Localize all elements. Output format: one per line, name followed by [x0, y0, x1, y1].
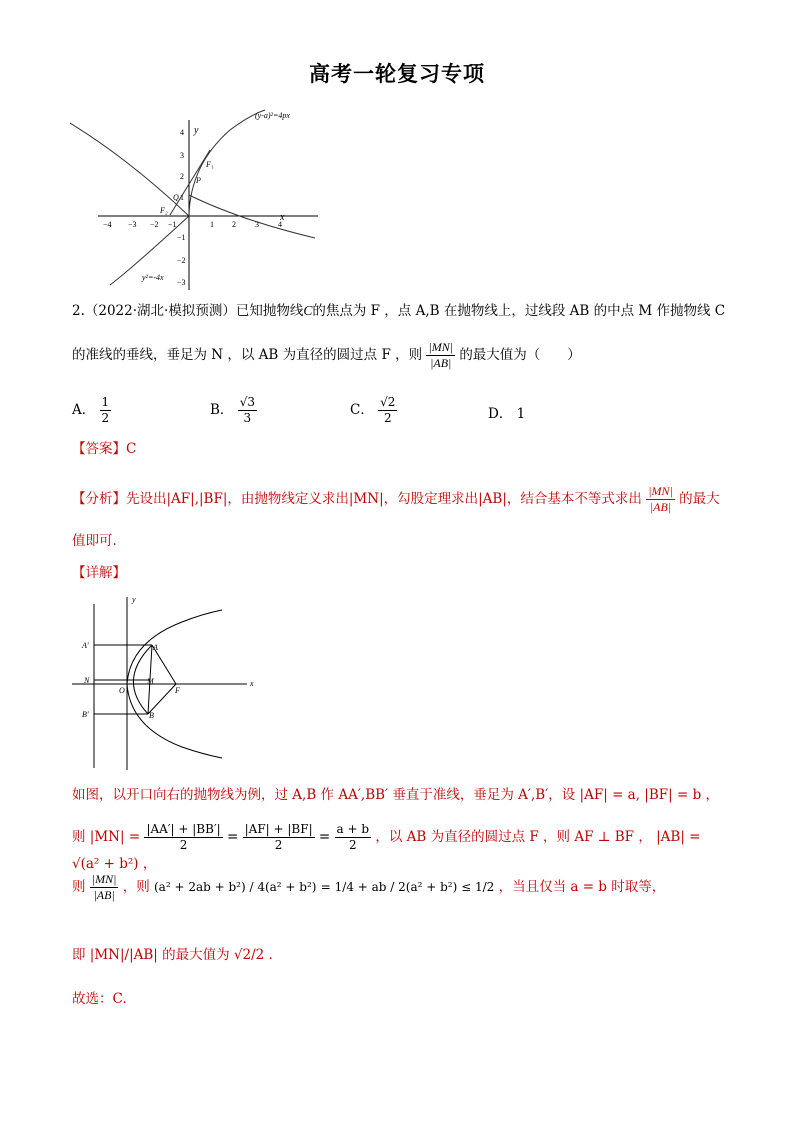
svg-text:−2: −2 — [150, 220, 159, 229]
svg-text:−3: −3 — [177, 278, 186, 287]
g2-curve-bottom — [127, 684, 222, 758]
option-b-label: B． — [210, 402, 234, 418]
option-c-num: √2 — [380, 395, 396, 409]
answer: 【答案】C — [72, 441, 137, 457]
solution-line-1: 如图，以开口向右的抛物线为例，过 A,B 作 AA′,BB′ 垂直于准线，垂足为 A′,B′，设 |AF| = a, |BF| = b ， — [72, 787, 720, 803]
label-a-prime: A′ — [82, 641, 89, 650]
s3-mn-den: |AB| — [93, 888, 115, 902]
s2-f2-den: 2 — [274, 838, 283, 852]
option-a-value — [100, 395, 112, 426]
x-label: x — [280, 212, 285, 223]
solution-line-4: 即 |MN|/|AB| 的最大值为 √2/2 . — [72, 947, 273, 963]
label-f2: F₂ — [160, 206, 168, 215]
analysis-frac-den: |AB| — [649, 500, 672, 514]
question-line-2 — [72, 340, 732, 371]
s2-f1-num: |AA′| + |BB′| — [146, 822, 221, 836]
s2-frac-2 — [243, 822, 315, 853]
detail-label: 【详解】 — [72, 565, 126, 581]
option-a-num: 1 — [101, 395, 110, 409]
question-fraction — [426, 340, 455, 371]
question-line-1 — [72, 300, 732, 322]
s3-mn-num: |MN| — [91, 872, 117, 886]
g2-curve-top — [127, 610, 222, 684]
svg-text:−4: −4 — [103, 220, 112, 229]
analysis-text-2: 的最大 — [679, 491, 720, 507]
svg-text:3: 3 — [180, 151, 184, 160]
svg-text:−1: −1 — [177, 233, 186, 242]
analysis-line-2: 值即可. — [72, 533, 117, 549]
option-b-den: 3 — [243, 411, 252, 425]
label-x: x — [250, 679, 254, 688]
svg-text:3: 3 — [255, 220, 259, 229]
s3-eq2: = 1/4 + ab / 2(a² + b²) ≤ 1/2 — [320, 880, 495, 894]
s2-post: ，以 AB 为直径的圆过点 F ，则 AF ⊥ BF ， |AB| = √(a² + b²) ， — [72, 829, 701, 872]
s3-frac-mn — [90, 872, 119, 903]
option-c-den: 2 — [383, 411, 392, 425]
option-c-value — [378, 395, 397, 426]
s3-mid: ，则 — [122, 879, 150, 895]
frac-num: |MN| — [428, 340, 454, 354]
option-b-num: √3 — [239, 395, 255, 409]
s3-post: ，当且仅当 a = b 时取等， — [498, 879, 666, 895]
label-b: B — [149, 711, 154, 720]
option-c-label: C． — [350, 402, 374, 418]
label-f1: F₁ — [206, 160, 214, 169]
s2-pre: 则 |MN| = — [72, 829, 141, 845]
analysis-fraction — [646, 484, 675, 515]
svg-text:4: 4 — [180, 128, 184, 137]
svg-text:−3: −3 — [128, 220, 137, 229]
parabola-graph-2 — [72, 592, 262, 772]
label-m: M — [147, 677, 154, 686]
page-title: 高考一轮复习专项 — [309, 62, 485, 86]
svg-text:−1: −1 — [168, 220, 177, 229]
label-f: F — [175, 686, 180, 695]
question-line1-rest: 的焦点为 F ，点 A,B 在抛物线上，过线段 AB 的中点 M 作抛物线 C — [312, 303, 726, 319]
option-d-value: 1 — [516, 406, 526, 422]
analysis-label: 【分析】 — [72, 491, 126, 507]
label-n: N — [84, 676, 90, 685]
solution-line-3 — [72, 872, 732, 903]
curve-bottom — [70, 123, 189, 285]
s2-f3-num: a + b — [336, 822, 370, 836]
s3-eq1: (a² + 2ab + b²) / 4(a² + b²) — [154, 880, 317, 894]
svg-text:2: 2 — [180, 172, 184, 181]
option-d — [488, 402, 525, 422]
curve-label-bottom: y²=-4x — [142, 273, 164, 282]
svg-text:1: 1 — [210, 220, 214, 229]
option-a — [72, 395, 111, 426]
frac-den: |AB| — [430, 356, 452, 370]
s2-f3-den: 2 — [348, 838, 357, 852]
svg-text:−2: −2 — [177, 256, 186, 265]
option-a-label: A． — [72, 402, 96, 418]
s2-frac-1 — [144, 822, 222, 853]
option-d-label: D． — [488, 406, 513, 422]
question-line2-end: 的最大值为（ ） — [459, 347, 581, 363]
svg-text:2: 2 — [232, 220, 236, 229]
solution-line-5: 故选：C. — [72, 991, 127, 1007]
y-label: y — [194, 125, 199, 136]
curve-label-top: (y-a)²=4px — [255, 111, 290, 120]
option-c — [350, 395, 397, 426]
parabola-graph-1 — [70, 105, 330, 295]
option-b-value — [238, 395, 257, 426]
s2-f1-den: 2 — [179, 838, 188, 852]
question-line2: 的准线的垂线，垂足为 N ，以 AB 为直径的圆过点 F ，则 — [72, 347, 423, 363]
solution-line-2: 则 |MN| = $\frac{|AA'| + |BB'|}{2}$ = $\frac{|AF| + |BF|}{2}$ = $\frac{a + b}{2}$ ，以 AB 为直径的圆过点 F ，则 AF ⊥ BF ， |AB| = √(a² + b²) ， — [72, 822, 701, 872]
label-q: Q — [173, 193, 179, 202]
question-prefix: 2.（2022·湖北·模拟预测）已知抛物线 — [72, 303, 304, 319]
option-a-den: 2 — [101, 411, 110, 425]
analysis-line-1 — [72, 484, 732, 515]
option-b — [210, 395, 257, 426]
svg-text:1: 1 — [180, 193, 184, 202]
label-p: P — [196, 176, 201, 185]
svg-text:4: 4 — [278, 220, 282, 229]
s2-frac-3 — [335, 822, 372, 853]
var-c: C — [303, 303, 313, 318]
s3-pre: 则 — [72, 879, 86, 895]
label-b-prime: B′ — [82, 710, 89, 719]
label-o: O — [119, 686, 125, 695]
analysis-frac-num: |MN| — [648, 484, 673, 498]
label-a: A — [153, 643, 158, 652]
analysis-text-1: 先设出|AF|,|BF|，由抛物线定义求出|MN|，勾股定理求出|AB|，结合基本不等式求出 — [126, 491, 642, 507]
label-y: y — [132, 595, 136, 604]
s2-f2-num: |AF| + |BF| — [244, 822, 313, 836]
